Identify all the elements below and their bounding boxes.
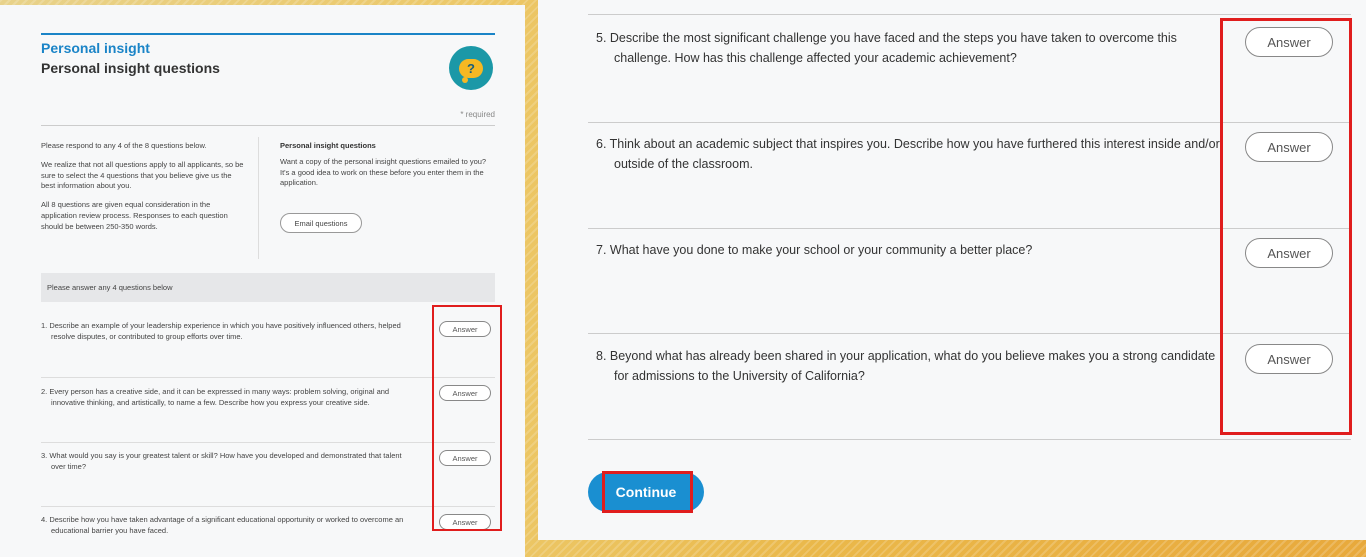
required-note: * required <box>460 110 495 119</box>
question-cloud-icon <box>449 46 493 90</box>
question-separator <box>588 439 1351 440</box>
answer-button-q4[interactable]: Answer <box>439 514 491 530</box>
intro-paragraph: We realize that not all questions apply to all applicants, so be sure to select the 4 questions that you believe give us the best information about you. <box>41 159 244 191</box>
question-separator <box>588 14 1351 15</box>
question-1-text: 1. Describe an example of your leadership experience in which you have positively influenced others, helped resolve disputes, or contributed to group efforts over time. <box>41 321 401 341</box>
answer-button-q3[interactable]: Answer <box>439 450 491 466</box>
continue-button[interactable]: Continue <box>588 472 704 512</box>
answer-button-q7[interactable]: Answer <box>1245 238 1333 268</box>
instructions-band: Please answer any 4 questions below <box>41 273 495 302</box>
email-copy-section <box>280 141 492 189</box>
highlight-box-continue <box>602 471 693 513</box>
answer-button-q1[interactable]: Answer <box>439 321 491 337</box>
highlight-box-answers <box>1220 18 1352 435</box>
question-7-text: 7. What have you done to make your school or your community a better place? <box>596 243 1033 257</box>
answer-button-q5[interactable]: Answer <box>1245 27 1333 57</box>
title-rule <box>41 33 495 35</box>
copy-text: Want a copy of the personal insight questions emailed to you? It's a good idea to work on these before you enter them in the application. <box>280 156 487 188</box>
question-mark-icon: ? <box>459 59 483 78</box>
question-2-text: 2. Every person has a creative side, and it can be expressed in many ways: problem solving, original and innovative thinking, and artistically, to name a few. Describe how you express your creative side. <box>41 387 390 407</box>
page-title: Personal insight questions <box>41 60 220 76</box>
left-panel <box>0 5 525 557</box>
section-title: Personal insight <box>41 40 150 56</box>
question-6-text: 6. Think about an academic subject that inspires you. Describe how you have furthered this interest inside and/or outside of the classroom. <box>596 137 1220 171</box>
intro-paragraph: All 8 questions are given equal consideration in the application review process. Responses to each question should be between 250-350 words. <box>41 200 228 231</box>
intro-paragraph: Please respond to any 4 of the 8 questions below. <box>41 141 207 150</box>
question-5-text: 5. Describe the most significant challenge you have faced and the steps you have taken to overcome this challenge. How has this challenge affected your academic achievement? <box>596 31 1177 65</box>
question-8-text: 8. Beyond what has already been shared in your application, what do you believe makes you a strong candidate for admissions to the University of California? <box>596 349 1216 383</box>
question-separator <box>41 377 495 378</box>
copy-heading: Personal insight questions <box>280 141 376 150</box>
question-separator <box>41 506 495 507</box>
intro-text <box>41 141 247 241</box>
vertical-divider <box>258 137 259 259</box>
answer-button-q6[interactable]: Answer <box>1245 132 1333 162</box>
email-questions-button[interactable]: Email questions <box>280 213 362 233</box>
highlight-box-answers <box>432 305 502 531</box>
question-3-text: 3. What would you say is your greatest talent or skill? How have you developed and demonstrated that talent over time? <box>41 451 402 471</box>
divider <box>41 125 495 126</box>
question-separator <box>41 442 495 443</box>
question-4-text: 4. Describe how you have taken advantage of a significant educational opportunity or worked to overcome an educational barrier you have faced. <box>41 515 404 535</box>
answer-button-q8[interactable]: Answer <box>1245 344 1333 374</box>
answer-button-q2[interactable]: Answer <box>439 385 491 401</box>
right-panel <box>538 0 1366 540</box>
